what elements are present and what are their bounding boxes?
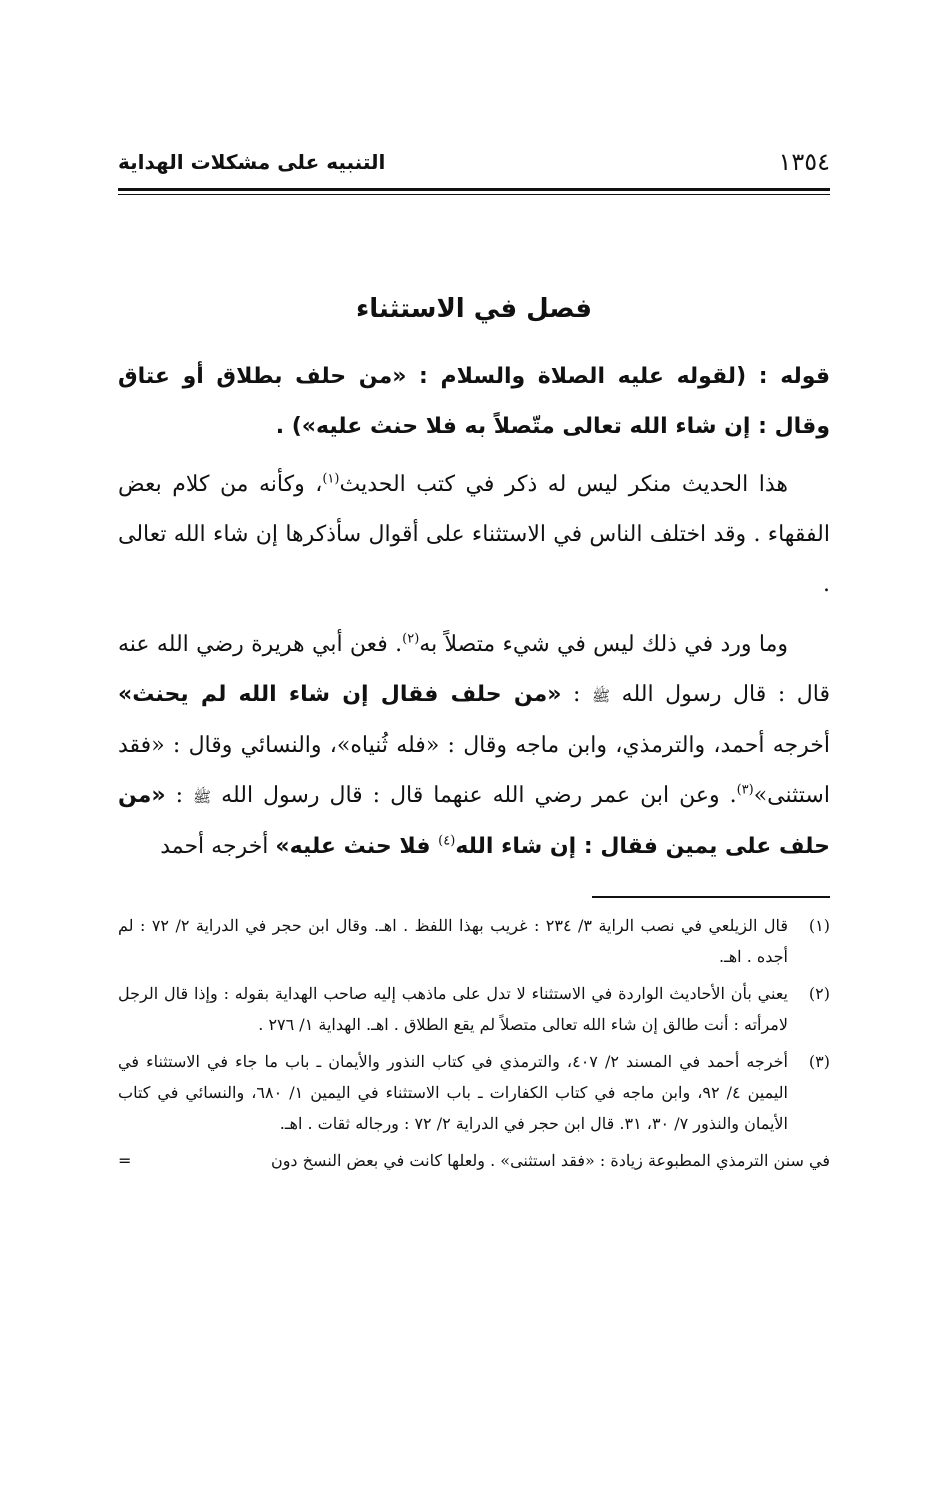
footnote-continuation-text: في سنن الترمذي المطبوعة زيادة : «فقد استثنى» . ولعلها كانت في بعض النسخ دون — [270, 1151, 830, 1170]
footnote-text: أخرجه أحمد في المسند ٢/ ٤٠٧، والترمذي في كتاب النذور والأيمان ـ باب ما جاء في الاستثناء في اليمين ٤/ ٩٢، وابن ماجه في كتاب الكفارات ـ باب الاستثناء في اليمين ١/ ٦٨٠، والنسائي في كتاب الأيمان والنذور ٧/ ٣٠، ٣١. قال ابن حجر في الدراية ٢/ ٧٢ : ورجاله ثقات . اهـ. — [118, 1052, 788, 1133]
section-title: فصل في الاستثناء — [355, 294, 593, 324]
footnote-number: (٢) — [808, 984, 830, 1003]
book-title: التنبيه على مشكلات الهداية — [118, 150, 386, 174]
footnote-ref-3: (٣) — [736, 782, 754, 798]
paragraph-2-part-1: وما ورد في ذلك ليس في شيء متصلاً به — [419, 632, 788, 657]
quote-text: (لقوله عليه الصلاة والسلام : «من حلف بطلاق أو عتاق وقال : إن شاء الله تعالى متّصلاً به فلا حنث عليه») . — [118, 364, 830, 439]
header-rule-thick — [118, 188, 830, 191]
paragraph-2-part-6: : — [165, 783, 194, 808]
salawat-symbol: ﷺ — [591, 687, 611, 705]
paragraph-2-part-4: أخرجه أحمد، والترمذي، وابن ماجه وقال : «فله ثُنياه»، والنسائي وقال : «فقد استثنى» — [118, 733, 830, 808]
footnote-separator — [592, 896, 830, 898]
footnote-ref-2: (٢) — [402, 631, 420, 647]
paragraph-2-part-2: . فعن أبي هريرة رضي الله عنه قال : قال رسول الله — [118, 632, 830, 707]
continuation-mark: = — [118, 1151, 132, 1170]
footnote — [118, 1046, 830, 1139]
footnote-ref-1: (١) — [322, 471, 340, 487]
footnote-ref-4: (٤) — [438, 833, 456, 849]
footnote — [118, 910, 830, 972]
footnotes — [118, 910, 830, 1176]
paragraph-2-part-7: أخرجه أحمد — [160, 834, 276, 859]
hadith-ibn-umar: «من حلف على يمين فقال : إن شاء الله — [118, 783, 830, 859]
footnote-continuation — [118, 1145, 830, 1176]
page-number: ١٣٥٤ — [778, 148, 830, 176]
hadith-abu-hurayra: «من حلف فقال إن شاء الله لم يحنث» — [118, 682, 562, 707]
paragraph-1-part-1: هذا الحديث منكر ليس له ذكر في كتب الحديث — [339, 472, 788, 497]
quoted-passage — [118, 352, 830, 452]
paragraph-1-part-2: ، وكأنه من كلام بعض الفقهاء . وقد اختلف الناس في الاستثناء على أقوال سأذكرها إن شاء الله تعالى . — [118, 472, 830, 597]
footnote-number: (٣) — [808, 1052, 830, 1071]
running-header — [118, 148, 830, 184]
paragraph-2-part-5: . وعن ابن عمر رضي الله عنهما قال : قال رسول الله — [211, 783, 737, 808]
paragraph-2 — [118, 620, 830, 872]
footnote-text: قال الزيلعي في نصب الراية ٣/ ٢٣٤ : غريب بهذا اللفظ . اهـ. وقال ابن حجر في الدراية ٢/ ٧٢ : لم أجده . اهـ. — [118, 916, 788, 966]
footnote — [118, 978, 830, 1040]
hadith-ibn-umar-end: فلا حنث عليه» — [275, 834, 439, 859]
quote-intro: قوله : — [746, 364, 830, 389]
footnote-number: (١) — [808, 916, 830, 935]
salawat-symbol: ﷺ — [193, 788, 212, 806]
header-rule-thin — [118, 194, 830, 195]
footnote-text: يعني بأن الأحاديث الواردة في الاستثناء لا تدل على ماذهب إليه صاحب الهداية بقوله : وإذا قال الرجل لامرأته : أنت طالق إن شاء الله تعالى متصلاً لم يقع الطلاق . اهـ. الهداية ١/ ٢٧٦ . — [118, 984, 788, 1034]
paragraph-2-part-3: : — [561, 682, 592, 707]
paragraph-1 — [118, 460, 830, 610]
